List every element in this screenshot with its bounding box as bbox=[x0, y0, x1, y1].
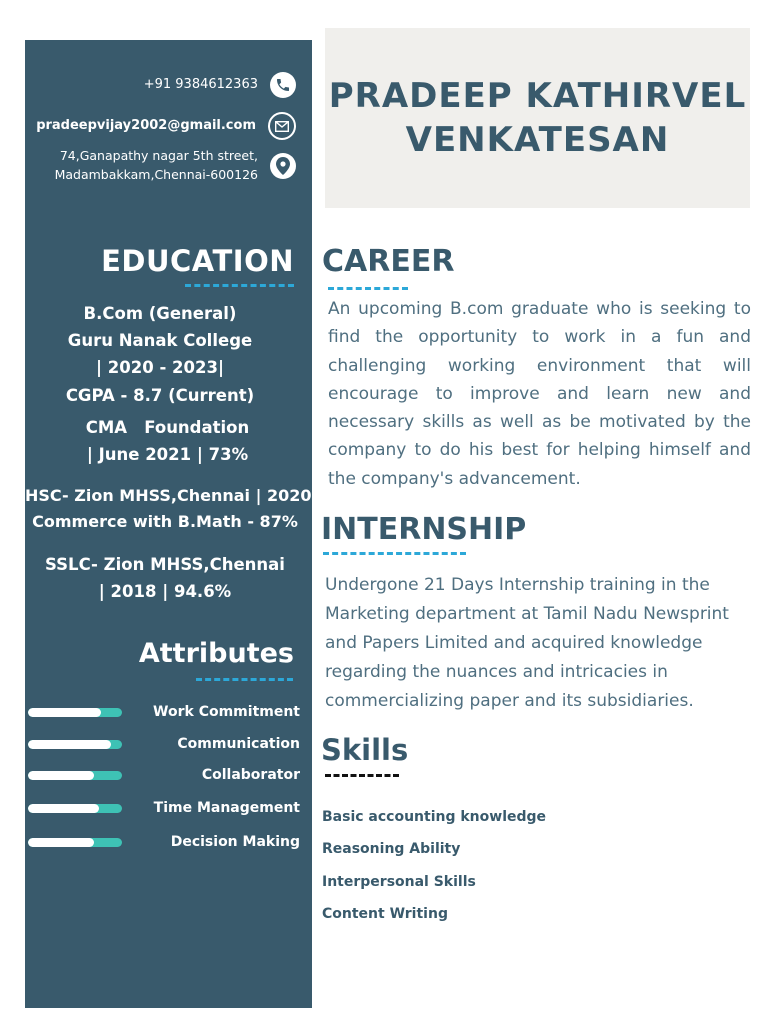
contact-address-row bbox=[55, 147, 296, 185]
contact-email-row bbox=[36, 112, 296, 140]
attribute-level-fill bbox=[28, 708, 101, 717]
skills-heading: Skills bbox=[321, 733, 409, 767]
skills-heading-underline bbox=[325, 774, 399, 777]
attribute-level-bar bbox=[28, 708, 122, 717]
attribute-level-bar bbox=[28, 838, 122, 847]
phone-text: +91 9384612363 bbox=[143, 76, 258, 92]
attribute-label: Decision Making bbox=[170, 834, 300, 850]
attribute-label: Time Management bbox=[153, 800, 300, 816]
attributes-heading: Attributes bbox=[138, 638, 294, 669]
address-line-1: 74,Ganapathy nagar 5th street, bbox=[59, 148, 258, 163]
education-heading-underline bbox=[185, 284, 294, 287]
phone-icon bbox=[270, 72, 296, 98]
skill-item: Interpersonal Skills bbox=[322, 874, 476, 890]
attribute-level-bar bbox=[28, 804, 122, 813]
skill-item: Content Writing bbox=[322, 906, 448, 922]
skill-item: Basic accounting knowledge bbox=[322, 809, 547, 825]
attribute-row bbox=[25, 834, 312, 850]
sidebar bbox=[25, 40, 323, 1008]
attribute-level-fill bbox=[28, 771, 94, 780]
attribute-level-fill bbox=[28, 740, 111, 749]
address-line-2: Madambakkam,Chennai-600126 bbox=[54, 166, 258, 182]
attribute-row bbox=[25, 767, 312, 783]
attribute-row bbox=[25, 704, 312, 720]
education-entry: CMA Foundation | June 2021 | 73% bbox=[85, 418, 250, 465]
attribute-level-fill bbox=[28, 838, 94, 847]
attributes-heading-underline bbox=[196, 678, 293, 681]
envelope-icon bbox=[268, 112, 296, 140]
attribute-label: Communication bbox=[177, 736, 300, 752]
attribute-level-bar bbox=[28, 740, 122, 749]
internship-text: Undergone 21 Days Internship training in the Marketing department at Tamil Nadu Newsprint and Papers Limited and acquired knowledge regarding the nuances and intricacies in commercializing paper and its subsidiaries. bbox=[325, 575, 729, 711]
location-pin-icon bbox=[270, 153, 296, 179]
career-heading: CAREER bbox=[322, 244, 455, 279]
internship-heading-underline bbox=[323, 552, 466, 555]
education-entry: SSLC- Zion MHSS,Chennai | 2018 | 94.6% bbox=[45, 555, 285, 602]
internship-heading: INTERNSHIP bbox=[321, 512, 527, 547]
career-heading-underline bbox=[328, 287, 408, 290]
name-line-2: VENKATESAN bbox=[405, 120, 670, 160]
career-text: An upcoming B.com graduate who is seeking to find the opportunity to work in a fun and challenging working environment that will encourage to improve and learn new and necessary skills as well as be motivated by the company to do his best for helping himself and the company's advancement. bbox=[328, 299, 751, 489]
name-header bbox=[325, 28, 750, 208]
attribute-level-fill bbox=[28, 804, 99, 813]
attribute-row bbox=[25, 800, 312, 816]
education-entry: HSC- Zion MHSS,Chennai | 2020 | Commerce with B.Math - 87% bbox=[25, 486, 323, 532]
name-line-1: PRADEEP KATHIRVEL bbox=[328, 75, 747, 116]
email-text: pradeepvijay2002@gmail.com bbox=[36, 117, 256, 133]
attribute-label: Collaborator bbox=[201, 767, 300, 783]
attribute-level-bar bbox=[28, 771, 122, 780]
attribute-row bbox=[25, 736, 312, 752]
skill-item: Reasoning Ability bbox=[322, 841, 461, 857]
education-entry: B.Com (General) Guru Nanak College | 2020 - 2023| CGPA - 8.7 (Current) bbox=[65, 304, 255, 405]
attribute-label: Work Commitment bbox=[153, 704, 300, 720]
address-text bbox=[55, 147, 258, 185]
education-heading: EDUCATION bbox=[101, 244, 294, 278]
contact-phone-row bbox=[144, 72, 296, 98]
